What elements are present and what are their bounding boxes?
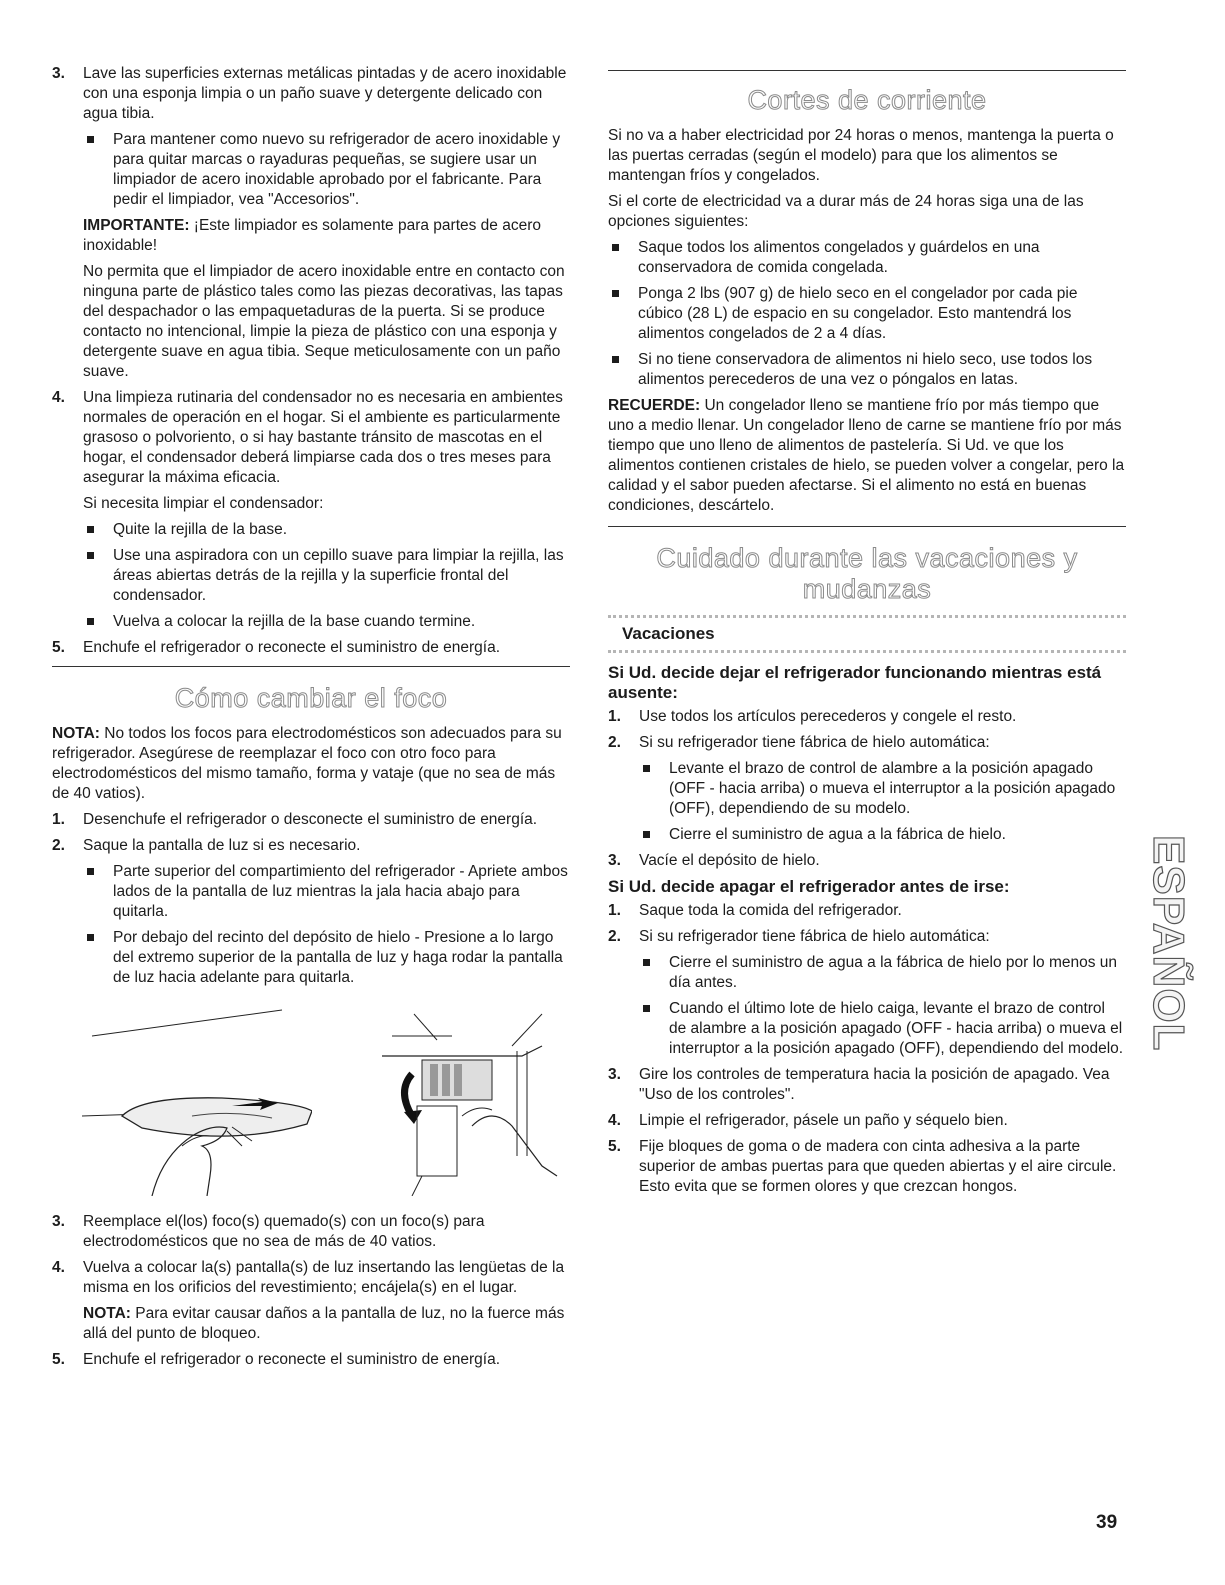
step-text: Lave las superficies externas metálicas pintadas y de acero inoxidable con una esponja limpia o un paño suave y detergente delicado con agua tibia. — [83, 65, 567, 122]
step-number: 1. — [608, 902, 621, 919]
note-label: NOTA: — [52, 725, 100, 742]
turn-off-step-2 — [608, 927, 1126, 1059]
remember-note — [608, 396, 1126, 516]
bulb-step-1 — [52, 810, 570, 830]
vacation-section-title-line-1: Cuidado durante las vacaciones y — [656, 543, 1078, 573]
step-number: 4. — [52, 1259, 65, 1276]
step-text: Una limpieza rutinaria del condensador no es necesaria en ambientes normales de operación en el hogar. Si el ambiente es particularmente grasoso o polvoriento, o si hay bastante tránsito de mascotas en el hogar, el condensador deberá limpiarse cada dos o tres meses para asegurar la máxima eficacia. — [83, 389, 563, 486]
step-number: 1. — [52, 811, 65, 828]
step-text: Enchufe el refrigerador o reconecte el suministro de energía. — [83, 639, 501, 656]
bulb-step-4 — [52, 1258, 570, 1344]
vacation-section-title-line-2: mudanzas — [802, 574, 932, 604]
bulb-section-title: Cómo cambiar el foco — [174, 683, 448, 713]
vacation-subheading: Vacaciones — [608, 615, 1126, 653]
step-text: Saque la pantalla de luz si es necesario. — [83, 837, 361, 854]
note-text: No todos los focos para electrodomésticos son adecuados para su refrigerador. Asegúrese de reemplazar el foco con otro foco para electrodomésticos del mismo tamaño, forma y vataje (que no sea de más de 40 vatios). — [52, 725, 562, 802]
leave-on-step-2 — [608, 733, 1126, 845]
step-text: Saque toda la comida del refrigerador. — [639, 902, 902, 919]
leave-on-heading: Si Ud. decide dejar el refrigerador funcionando mientras está ausente: — [608, 663, 1102, 702]
bullet-item: Cierre el suministro de agua a la fábrica de hielo por lo menos un día antes. — [639, 953, 1126, 993]
bullet-item: Si no tiene conservadora de alimentos ni hielo seco, use todos los alimentos perecederos de una vez o póngalos en latas. — [608, 350, 1126, 390]
bullet-item: Vuelva a colocar la rejilla de la base cuando termine. — [83, 612, 570, 632]
important-note — [83, 216, 570, 256]
step-number: 4. — [608, 1112, 621, 1129]
bullet-item: Para mantener como nuevo su refrigerador de acero inoxidable y para quitar marcas o rayaduras pequeñas, se sugiere usar un limpiador de acero inoxidable aprobado por el fabricante. Para pedir el limpiador, vea "Accesorios". — [83, 130, 570, 210]
step-number: 3. — [52, 65, 65, 82]
bullet-item: Quite la rejilla de la base. — [83, 520, 570, 540]
outage-section-title: Cortes de corriente — [747, 85, 987, 115]
step-text: Gire los controles de temperatura hacia la posición de apagado. Vea "Uso de los controles". — [639, 1066, 1110, 1103]
section-divider — [608, 526, 1126, 527]
turn-off-step-5 — [608, 1137, 1126, 1197]
bullet-item: Cierre el suministro de agua a la fábrica de hielo. — [639, 825, 1126, 845]
page-number: 39 — [1096, 1512, 1118, 1533]
step-text: Enchufe el refrigerador o reconecte el suministro de energía. — [83, 1351, 501, 1368]
note-text: Para evitar causar daños a la pantalla de luz, no la fuerce más allá del punto de bloqueo. — [83, 1305, 565, 1342]
step-text: Si su refrigerador tiene fábrica de hielo automática: — [639, 734, 990, 751]
note-label: NOTA: — [83, 1305, 131, 1322]
step-text: Reemplace el(los) foco(s) quemado(s) con un foco(s) para electrodomésticos que no sea de más de 40 vatios. — [83, 1213, 485, 1250]
step-number: 3. — [608, 852, 621, 869]
right-column — [608, 64, 1126, 1203]
bulb-note — [52, 724, 570, 804]
important-text: ¡Este limpiador es solamente para partes de acero inoxidable! — [83, 217, 541, 254]
leave-on-step-3 — [608, 851, 1126, 871]
language-side-tab — [1144, 808, 1193, 1078]
bullet-item: Parte superior del compartimiento del refrigerador - Apriete ambos lados de la pantalla de luz mientras la jala hacia abajo para quitarla. — [83, 862, 570, 922]
bullet-item: Use una aspiradora con un cepillo suave para limpiar la rejilla, las áreas abiertas detrás de la rejilla y la superficie frontal del condensador. — [83, 546, 570, 606]
remember-text: Un congelador lleno se mantiene frío por más tiempo que uno a medio llenar. Un congelador lleno de carne se mantiene frío por más tiempo que uno lleno de alimentos de pastelería. Si Ud. ve que los alimentos contienen cristales de hielo, se pueden volver a congelar, pero la calidad y el sabor pueden afectarse. Si el alimento no está en buenas condiciones, descártelo. — [608, 397, 1125, 514]
step-number: 5. — [52, 639, 65, 656]
step-text: Si su refrigerador tiene fábrica de hielo automática: — [639, 928, 990, 945]
turn-off-heading: Si Ud. decide apagar el refrigerador antes de irse: — [608, 877, 1010, 896]
bullet-item: Cuando el último lote de hielo caiga, levante el brazo de control de alambre a la posición apagado (OFF - hacia arriba) o mueva el interruptor a la posición apagado (OFF), dependiendo del modelo. — [639, 999, 1126, 1059]
step-text: Limpie el refrigerador, pásele un paño y séquelo bien. — [639, 1112, 1008, 1129]
bulb-step-2 — [52, 836, 570, 988]
step-text: Use todos los artículos perecederos y congele el resto. — [639, 708, 1017, 725]
turn-off-step-3 — [608, 1065, 1126, 1105]
section-divider — [608, 70, 1126, 71]
cleaning-step-4 — [52, 388, 570, 632]
step-number: 5. — [608, 1138, 621, 1155]
cleaning-step-3 — [52, 64, 570, 382]
left-column — [52, 64, 570, 1376]
bulb-illustrations — [82, 1006, 572, 1196]
bullet-item: Por debajo del recinto del depósito de hielo - Presione a lo largo del extremo superior de la pantalla de luz y haga rodar la pantalla de luz hacia adelante para quitarla. — [83, 928, 570, 988]
step-number: 2. — [608, 734, 621, 751]
step-text: Vuelva a colocar la(s) pantalla(s) de luz insertando las lengüetas de la misma en los orificios del revestimiento; encájela(s) en el lugar. — [83, 1259, 565, 1296]
bullet-item: Ponga 2 lbs (907 g) de hielo seco en el congelador por cada pie cúbico (28 L) de espacio en su congelador. Esto mantendrá los alimentos congelados de 2 a 4 días. — [608, 284, 1126, 344]
important-label: IMPORTANTE: — [83, 217, 190, 234]
leave-on-step-1 — [608, 707, 1126, 727]
bulb-step-3 — [52, 1212, 570, 1252]
language-label: ESPAÑOL — [1144, 834, 1193, 1052]
light-shield-top-illustration — [82, 1006, 312, 1196]
step-number: 2. — [52, 837, 65, 854]
step-number: 1. — [608, 708, 621, 725]
bullet-item: Levante el brazo de control de alambre a la posición apagado (OFF - hacia arriba) o mueva el interruptor a la posición apagado (OFF), dependiendo de su modelo. — [639, 759, 1126, 819]
remember-label: RECUERDE: — [608, 397, 701, 414]
step-number: 3. — [52, 1213, 65, 1230]
step-number: 3. — [608, 1066, 621, 1083]
turn-off-step-1 — [608, 901, 1126, 921]
step-text: Vacíe el depósito de hielo. — [639, 852, 820, 869]
outage-paragraph: Si no va a haber electricidad por 24 horas o menos, mantenga la puerta o las puertas cerradas (según el modelo) para que los alimentos se mantengan fríos y congelados. — [608, 127, 1114, 184]
step-note: No permita que el limpiador de acero inoxidable entre en contacto con ninguna parte de plástico tales como las piezas decorativas, las tapas del despachador o las empaquetaduras de la puerta. Si se produce contacto no intencional, limpie la pieza de plástico con una esponja y detergente suave en agua tibia. Seque meticulosamente con un paño suave. — [83, 263, 565, 380]
bullet-item: Saque todos los alimentos congelados y guárdelos en una conservadora de comida congelada. — [608, 238, 1126, 278]
step-text: Fije bloques de goma o de madera con cinta adhesiva a la parte superior de ambas puertas para que queden abiertas y el aire circule. Esto evita que se formen olores y que crezcan hongos. — [639, 1138, 1117, 1195]
light-shield-ice-bin-illustration — [342, 1006, 572, 1196]
step-number: 4. — [52, 389, 65, 406]
bulb-step-5 — [52, 1350, 570, 1370]
turn-off-step-4 — [608, 1111, 1126, 1131]
cleaning-step-5 — [52, 638, 570, 658]
outage-paragraph: Si el corte de electricidad va a durar más de 24 horas siga una de las opciones siguientes: — [608, 193, 1084, 230]
section-divider — [52, 666, 570, 667]
step-note — [83, 1304, 570, 1344]
step-number: 5. — [52, 1351, 65, 1368]
step-subtext: Si necesita limpiar el condensador: — [83, 495, 324, 512]
step-text: Desenchufe el refrigerador o desconecte el suministro de energía. — [83, 811, 538, 828]
step-number: 2. — [608, 928, 621, 945]
